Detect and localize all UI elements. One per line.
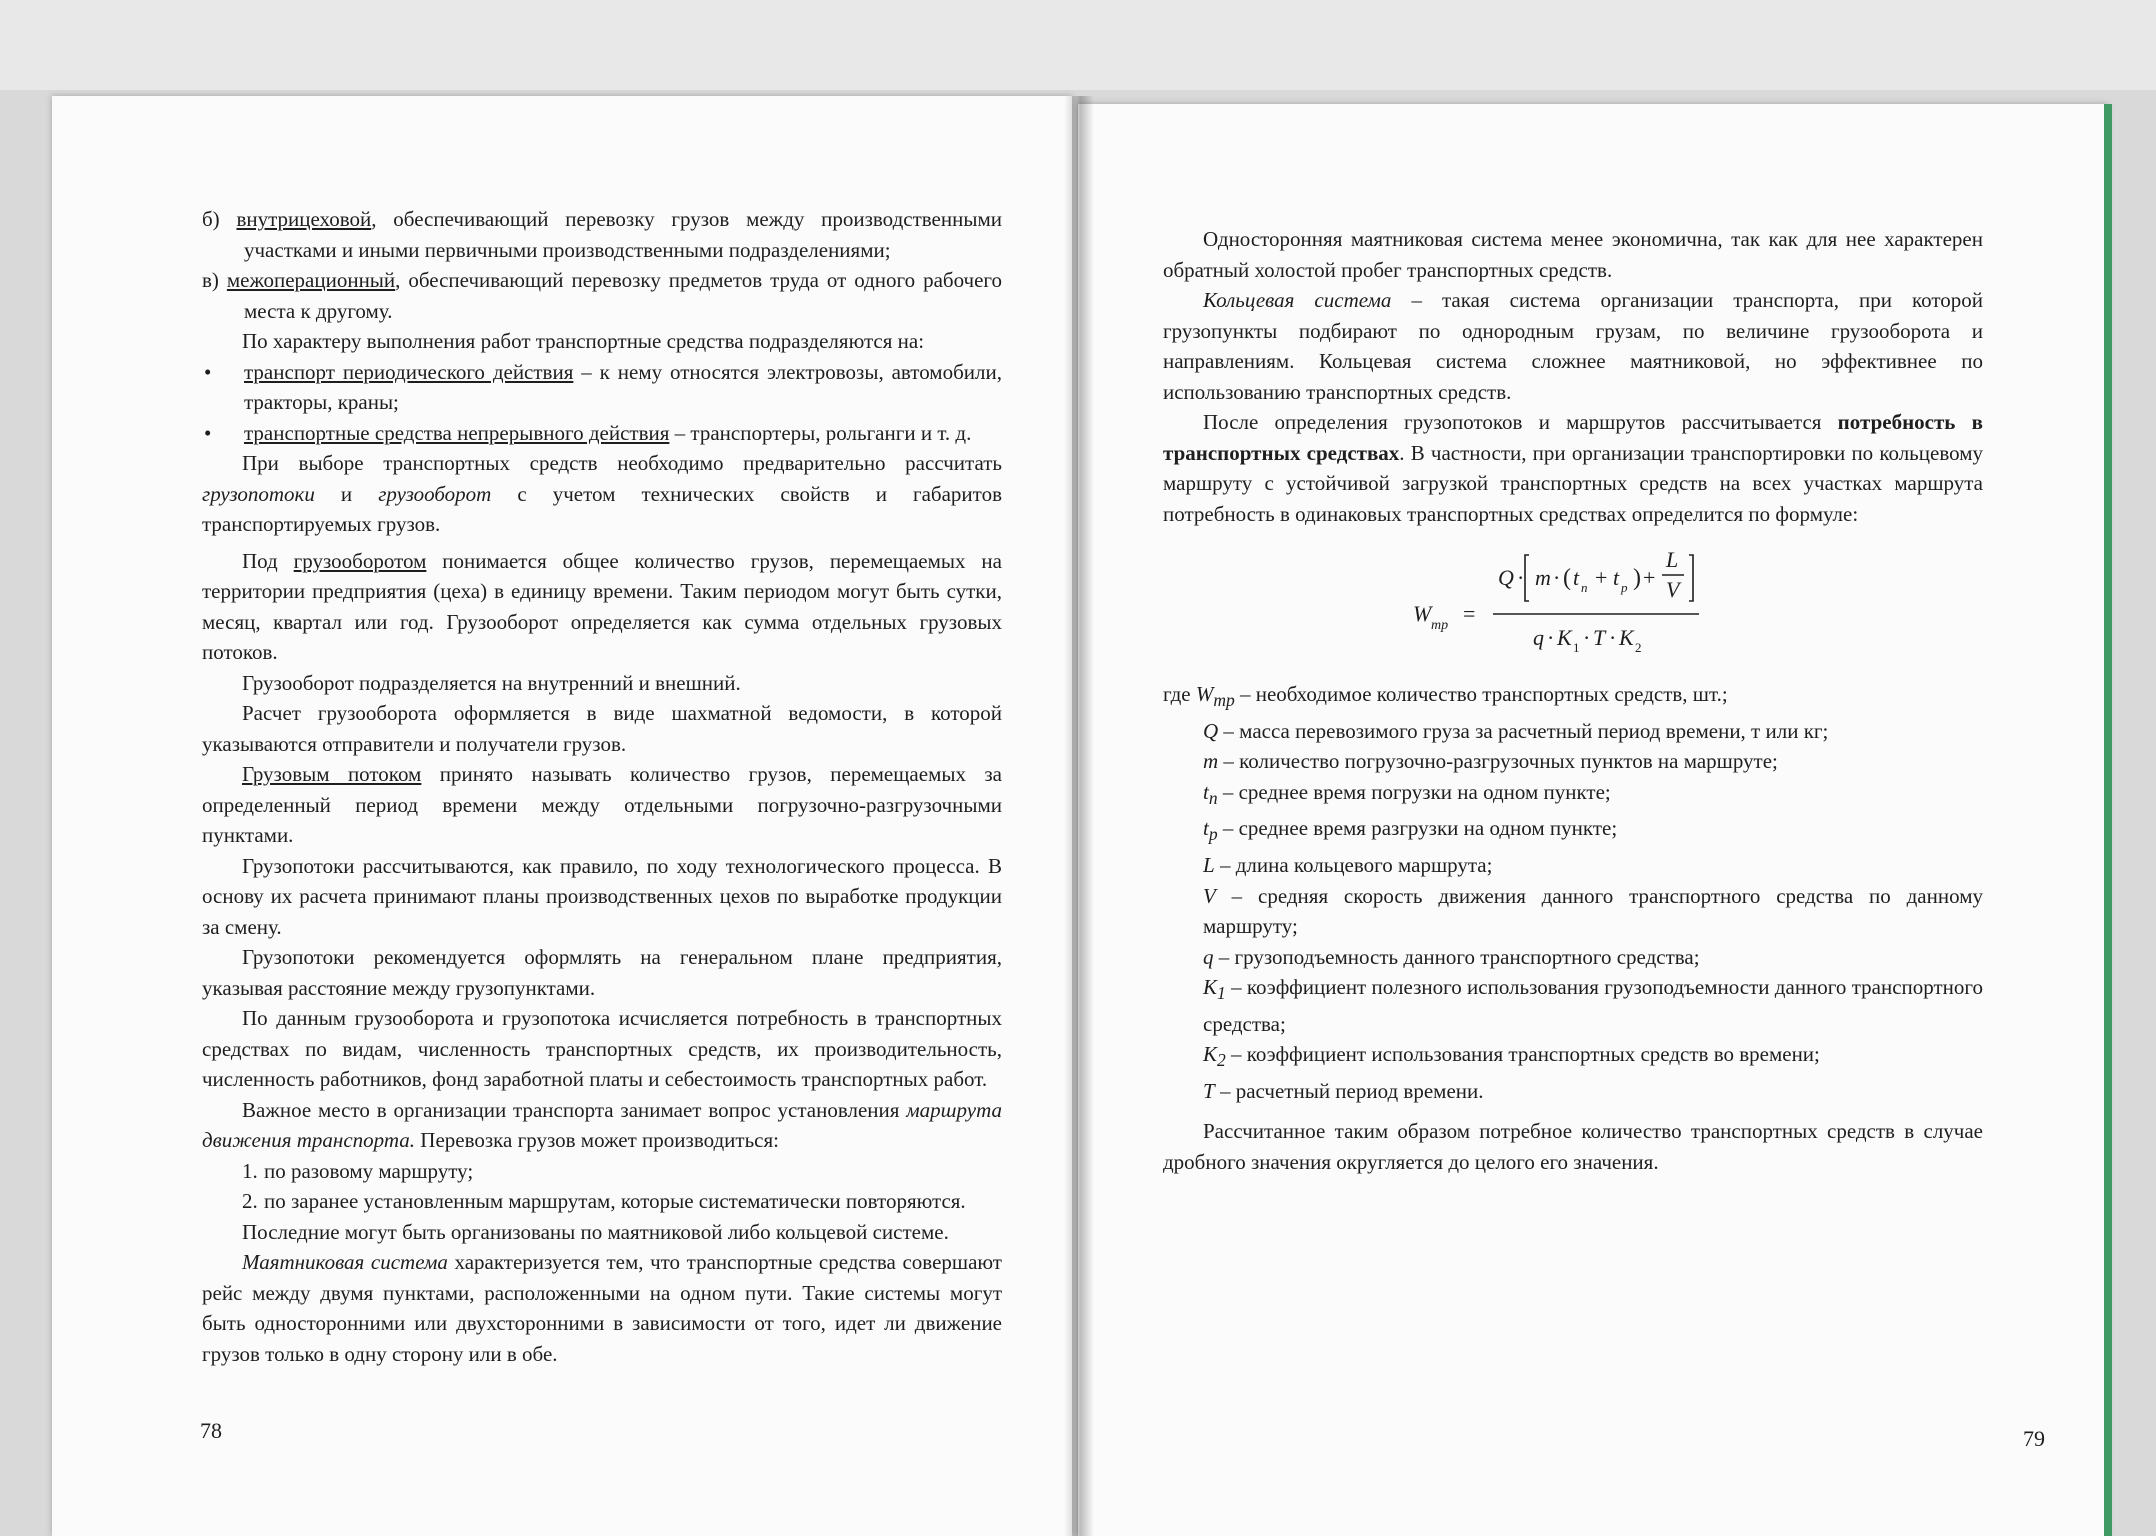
paragraph: Грузооборот подразделяется на внутренний и внешний.: [242, 670, 741, 695]
book-fold: [1064, 96, 1094, 1536]
legend-item: $t_п$ – среднее время погрузки на одном пункте;: [1203, 779, 1611, 808]
formula-rparen: ): [1633, 565, 1641, 591]
paragraph: Маятниковая система характеризуется тем, что транспортные средства совершают рейс между двумя пунктами, расположенными на одном пути. Такие системы могут быть односторонними или двухсторонними в зависимости от того, идет ли движение грузов только в одну сторону или в обе.: [202, 1250, 1002, 1366]
formula-t-upper: T: [1593, 625, 1606, 650]
formula-dot: ·: [1583, 625, 1591, 650]
paragraph: Под грузооборотом понимается общее количество грузов, перемещаемых на территории предприятия (цеха) в единицу времени. Таким периодом могут быть сутки, месяц, квартал или год. Грузооборот определяется как сумма отдельных грузовых потоков.: [202, 548, 1002, 664]
legend-item: q – грузоподъемность данного транспортного средства;: [1203, 944, 1700, 969]
paragraph: Грузовым потоком принято называть количество грузов, перемещаемых за определенный период времени между отдельными погрузочно-разгрузочными пунктами.: [202, 762, 1003, 847]
paragraph: Важное место в организации транспорта занимает вопрос установления маршрута движения транспорта. Перевозка грузов может производиться:: [202, 1097, 1002, 1152]
formula-k: K: [1557, 625, 1572, 650]
formula-t: t: [1573, 565, 1580, 590]
formula-q-lower: q: [1533, 625, 1544, 650]
formula-t: t: [1613, 565, 1620, 590]
item-v: в) межоперационный, обеспечивающий перевозку предметов труда от одного рабочего места к другому.: [202, 268, 1003, 323]
formula-q-upper: Q: [1498, 565, 1514, 590]
formula-m: m: [1535, 565, 1551, 590]
formula-dot: ·: [1553, 565, 1561, 590]
paragraph: Рассчитанное таким образом потребное количество транспортных средств в случае дробного значения округляется до целого его значения.: [1163, 1119, 1983, 1174]
formula-lparen: (: [1563, 565, 1571, 591]
formula-dot: ·: [1517, 565, 1525, 590]
paragraph: Расчет грузооборота оформляется в виде шахматной ведомости, в которой указываются отправители и получатели грузов.: [202, 701, 1002, 756]
list-item: 2. по заранее установленным маршрутам, которые систематически повторяются.: [242, 1189, 966, 1213]
legend-item: T – расчетный период времени.: [1203, 1078, 1484, 1103]
item-b: б) внутрицеховой, обеспечивающий перевозку грузов между производственными участками и иными первичными производственными подразделениями;: [202, 207, 1002, 262]
legend-item: V – средняя скорость движения данного транспортного средства по данному маршруту;: [1203, 883, 1983, 939]
formula-left-bracket: [1525, 555, 1529, 601]
paragraph: При выборе транспортных средств необходимо предварительно рассчитать грузопотоки и грузооборот с учетом технических свойств и габаритов транспортируемых грузов.: [202, 451, 1002, 536]
formula-plus: +: [1595, 565, 1608, 590]
legend-item: $K_1$ – коэффициент полезного использования грузоподъемности данного транспортного средства;: [1203, 975, 1983, 1036]
formula-svg: [1413, 537, 1773, 677]
legend-item: $t_р$ – среднее время разгрузки на одном пункте;: [1203, 816, 1618, 845]
formula-lhs: W: [1413, 601, 1432, 626]
paragraph: После определения грузопотоков и маршрутов рассчитывается потребность в транспортных средствах. В частности, при организации транспортировки по кольцевому маршруту с устойчивой загрузкой транспортных средств на всех участках маршрута потребность в одинаковых транспортных средствах определится по формуле:: [1163, 410, 1983, 526]
formula-k-sub-2: 2: [1635, 640, 1642, 655]
paragraph: Грузопотоки рекомендуется оформлять на генеральном плане предприятия, указывая расстояние между грузопунктами.: [202, 945, 1002, 1000]
formula-dot: ·: [1547, 625, 1555, 650]
formula-eq: =: [1463, 601, 1476, 626]
right-page-text: [1163, 224, 1983, 1177]
formula-t-sub-n: п: [1581, 580, 1588, 595]
paragraph: Односторонняя маятниковая система менее экономична, так как для нее характерен обратный холостой пробег транспортных средств.: [1163, 227, 1983, 282]
legend-item: L – длина кольцевого маршрута;: [1203, 853, 1493, 878]
left-page: [52, 96, 1072, 1536]
paragraph: По характеру выполнения работ транспортные средства подразделяются на:: [242, 329, 925, 353]
formula-right-bracket: [1689, 555, 1693, 601]
formula-lhs-sub: тр: [1431, 618, 1449, 633]
list-item: 1. по разовому маршруту;: [242, 1158, 474, 1183]
left-page-text: [202, 204, 1002, 1369]
formula-k-sub-1: 1: [1573, 640, 1580, 655]
formula: [1163, 537, 1983, 677]
paragraph: Последние могут быть организованы по маятниковой либо кольцевой системе.: [242, 1219, 949, 1244]
legend-item: Q – масса перевозимого груза за расчетный период времени, т или кг;: [1203, 718, 1829, 743]
page-number-left: 78: [200, 1418, 222, 1443]
paragraph: Грузопотоки рассчитываются, как правило, по ходу технологического процесса. В основу их расчета принимают планы производственных цехов по выработке продукции за смену.: [202, 853, 1002, 939]
formula-l: L: [1666, 547, 1679, 572]
formula-plus: +: [1643, 565, 1656, 590]
formula-k: K: [1619, 625, 1634, 650]
scan-background: [0, 0, 2156, 90]
bullet-item: • транспортные средства непрерывного действия – транспортеры, рольганги и т. д.: [204, 420, 972, 445]
formula-dot: ·: [1609, 625, 1617, 650]
cover-edge: [2104, 104, 2112, 1536]
formula-legend: [1163, 679, 1983, 1106]
legend-item: где $W_{тр}$ – необходимое количество транспортных средств, шт.;: [1163, 682, 1728, 711]
page-number-right: 79: [2023, 1426, 2045, 1451]
paragraph: Кольцевая система – такая система организации транспорта, при которой грузопункты подбирают по однородным грузам, по величине грузооборота и направлениям. Кольцевая система сложнее маятниковой, но эффективнее по использованию транспортных средств.: [1163, 288, 1983, 404]
legend-item: m – количество погрузочно-разгрузочных пунктов на маршруте;: [1203, 749, 1778, 774]
formula-v: V: [1666, 577, 1680, 602]
bullet-item: • транспорт периодического действия – к нему относятся электровозы, автомобили, тракторы, краны;: [204, 359, 1002, 414]
formula-t-sub-p: р: [1621, 580, 1628, 595]
legend-item: $K_2$ – коэффициент использования транспортных средств во времени;: [1203, 1042, 1820, 1071]
paragraph: По данным грузооборота и грузопотока исчисляется потребность в транспортных средствах по видам, численность транспортных средств, их производительность, численность работников, фонд заработной платы и себестоимость транспортных работ.: [202, 1006, 1002, 1091]
right-page: [1078, 104, 2108, 1536]
